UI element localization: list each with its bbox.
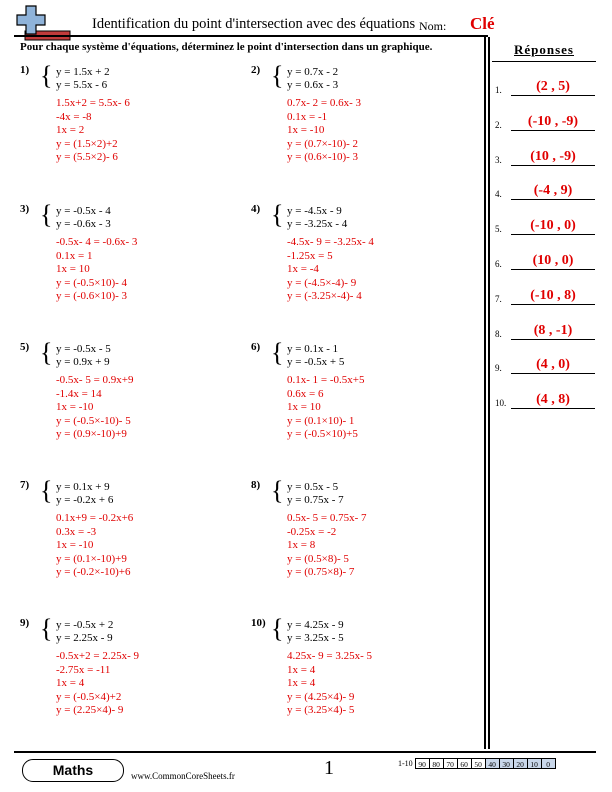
footer-divider xyxy=(14,751,596,753)
answer-number: 10. xyxy=(495,398,507,409)
system-brace: { xyxy=(271,476,284,505)
problem-number: 8) xyxy=(251,479,261,491)
answer-value: (-10 , 0) xyxy=(530,218,576,234)
answer-number: 7. xyxy=(495,293,502,304)
header-divider xyxy=(14,35,488,37)
system-brace: { xyxy=(40,614,53,643)
answer-value: (10 , 0) xyxy=(532,253,574,268)
equation-2: y = -0.5x + 5 xyxy=(287,356,345,368)
solution-step: y = (-0.5×4)+2 xyxy=(56,690,122,703)
answer-item xyxy=(495,72,595,96)
solution-step: y = (-0.5×10)- 4 xyxy=(56,276,128,289)
equation-2: y = 3.25x - 5 xyxy=(287,632,344,644)
answer-value: (10 , -9) xyxy=(530,148,576,164)
solution-step: 1x = 8 xyxy=(287,539,316,551)
solution-step: y = (-0.2×-10)+6 xyxy=(56,566,131,578)
system-brace: { xyxy=(271,61,284,90)
answer-item xyxy=(495,211,595,235)
system-brace: { xyxy=(271,338,284,367)
problem-number: 10) xyxy=(251,617,266,629)
solution-step: 4.25x- 9 = 3.25x- 5 xyxy=(287,650,373,662)
problem-1 xyxy=(20,61,250,194)
answer-number: 5. xyxy=(495,224,502,235)
score-cell: 20 xyxy=(513,758,528,769)
answer-value: (2 , 5) xyxy=(536,79,570,94)
answer-value: (4 , 0) xyxy=(536,357,570,373)
problem-number: 7) xyxy=(20,479,30,491)
solution-step: y = (3.25×4)- 5 xyxy=(287,704,355,716)
problem-number: 1) xyxy=(20,64,30,76)
answer-number: 1. xyxy=(495,85,502,95)
equation-2: y = -0.2x + 6 xyxy=(56,494,114,506)
page-number: 1 xyxy=(324,757,334,779)
solution-step: y = (0.7×-10)- 2 xyxy=(287,137,359,150)
answer-line xyxy=(511,165,595,166)
answer-item xyxy=(495,107,595,131)
solution-step: y = (-0.5×-10)- 5 xyxy=(56,414,131,427)
problem-number: 6) xyxy=(251,341,261,353)
answer-line xyxy=(511,373,595,374)
equation-2: y = -0.6x - 3 xyxy=(56,218,111,230)
answer-item xyxy=(495,176,595,200)
equation-2: y = -3.25x - 4 xyxy=(287,218,348,230)
system-brace: { xyxy=(271,200,284,229)
solution-step: y = (-3.25×-4)- 4 xyxy=(287,290,362,302)
solution-step: 1x = 10 xyxy=(287,401,321,413)
score-cell: 40 xyxy=(485,758,500,769)
solution-step: y = (0.5×8)- 5 xyxy=(287,552,349,565)
solution-step: -0.5x- 4 = -0.6x- 3 xyxy=(56,236,138,248)
solution-step: y = (0.9×-10)+9 xyxy=(56,428,127,440)
solution-step: 1x = 4 xyxy=(287,663,316,676)
equation-1: y = 1.5x + 2 xyxy=(56,66,110,78)
equation-1: y = 0.7x - 2 xyxy=(287,66,339,78)
system-brace: { xyxy=(40,61,53,90)
solution-step: y = (-0.6×10)- 3 xyxy=(56,290,128,302)
solution-step: 1x = 4 xyxy=(287,677,316,689)
problem-number: 2) xyxy=(251,64,261,76)
solution-step: 0.1x+9 = -0.2x+6 xyxy=(56,512,134,524)
solution-step: 1x = 2 xyxy=(56,124,85,136)
answer-line xyxy=(511,95,595,96)
answer-item xyxy=(495,142,595,166)
website-link[interactable]: www.CommonCoreSheets.fr xyxy=(131,771,235,781)
answers-title-divider xyxy=(492,61,596,62)
solution-step: -4.5x- 9 = -3.25x- 4 xyxy=(287,236,374,248)
system-brace: { xyxy=(271,614,284,643)
problem-4 xyxy=(251,200,481,333)
answer-line xyxy=(511,130,595,131)
answer-line xyxy=(511,304,595,305)
answer-number: 4. xyxy=(495,189,502,200)
solution-step: 1x = 4 xyxy=(56,677,85,689)
solution-step: 1x = -4 xyxy=(287,263,319,275)
answer-number: 9. xyxy=(495,363,502,374)
answer-value: (-10 , -9) xyxy=(527,113,579,129)
answer-line xyxy=(511,339,595,340)
score-cell: 10 xyxy=(527,758,542,769)
solution-step: 1.5x+2 = 5.5x- 6 xyxy=(56,97,130,109)
solution-step: 0.1x = -1 xyxy=(287,110,328,123)
solution-step: -1.4x = 14 xyxy=(56,387,102,400)
solution-step: y = (-0.5×10)+5 xyxy=(287,428,358,440)
answer-line xyxy=(511,408,595,409)
equation-2: y = 5.5x - 6 xyxy=(56,79,108,91)
solution-step: 1x = -10 xyxy=(287,124,325,136)
worksheet-title: Identification du point d'intersection avec des équations xyxy=(92,16,416,32)
solution-step: -0.25x = -2 xyxy=(287,525,337,538)
solution-step: y = (5.5×2)- 6 xyxy=(56,151,118,163)
instructions: Pour chaque système d'équations, déterminez le point d'intersection dans un graphique. xyxy=(20,41,433,53)
equation-1: y = 0.5x - 5 xyxy=(287,481,339,493)
solution-step: y = (2.25×4)- 9 xyxy=(56,704,124,716)
answer-item xyxy=(495,246,595,270)
solution-step: y = (0.1×-10)+9 xyxy=(56,552,127,565)
answer-item xyxy=(495,385,595,409)
answer-line xyxy=(511,269,595,270)
equation-2: y = 0.6x - 3 xyxy=(287,79,339,91)
equation-2: y = 0.75x - 7 xyxy=(287,494,344,506)
solution-step: 1x = 10 xyxy=(56,263,90,275)
solution-step: 0.6x = 6 xyxy=(287,387,324,400)
equation-1: y = 0.1x - 1 xyxy=(287,343,339,355)
problem-3 xyxy=(20,200,250,333)
equation-2: y = 2.25x - 9 xyxy=(56,632,113,644)
problem-9 xyxy=(20,614,250,747)
answer-value: (8 , -1) xyxy=(533,322,573,338)
equation-1: y = 0.1x + 9 xyxy=(56,481,110,493)
answer-column-divider xyxy=(484,37,486,749)
equation-1: y = -0.5x - 4 xyxy=(56,205,111,217)
solution-step: 0.3x = -3 xyxy=(56,525,97,538)
score-cell: 70 xyxy=(443,758,458,769)
score-cell: 30 xyxy=(499,758,514,769)
solution-step: y = (0.6×-10)- 3 xyxy=(287,151,359,163)
solution-step: -0.5x- 5 = 0.9x+9 xyxy=(56,374,134,386)
solution-step: 0.7x- 2 = 0.6x- 3 xyxy=(287,97,362,109)
answer-number: 2. xyxy=(495,119,502,130)
name-label: Nom: xyxy=(419,19,447,33)
solution-step: -2.75x = -11 xyxy=(56,663,111,676)
answer-item xyxy=(495,281,595,305)
score-cell: 80 xyxy=(429,758,444,769)
solution-step: y = (4.25×4)- 9 xyxy=(287,690,355,703)
problem-10 xyxy=(251,614,481,747)
problem-number: 3) xyxy=(20,203,30,215)
solution-step: -4x = -8 xyxy=(56,110,92,123)
equation-1: y = -0.5x - 5 xyxy=(56,343,111,355)
solution-step: 1x = -10 xyxy=(56,401,94,413)
equation-2: y = 0.9x + 9 xyxy=(56,356,110,368)
solution-step: 0.1x- 1 = -0.5x+5 xyxy=(287,374,365,386)
score-cell: 50 xyxy=(471,758,486,769)
problem-6 xyxy=(251,338,481,471)
equation-1: y = -0.5x + 2 xyxy=(56,619,114,631)
equation-1: y = 4.25x - 9 xyxy=(287,619,344,631)
answer-number: 3. xyxy=(495,154,502,165)
answer-number: 8. xyxy=(495,328,502,339)
system-brace: { xyxy=(40,476,53,505)
solution-step: 0.5x- 5 = 0.75x- 7 xyxy=(287,512,367,524)
problem-5 xyxy=(20,338,250,471)
system-brace: { xyxy=(40,338,53,367)
system-brace: { xyxy=(40,200,53,229)
equation-1: y = -4.5x - 9 xyxy=(287,205,342,217)
solution-step: -0.5x+2 = 2.25x- 9 xyxy=(56,650,139,662)
answer-column-divider xyxy=(488,37,490,749)
problem-2 xyxy=(251,61,481,194)
score-range-label: 1-10 xyxy=(398,759,413,768)
solution-step: y = (0.1×10)- 1 xyxy=(287,414,355,427)
problem-7 xyxy=(20,476,250,609)
solution-step: 1x = -10 xyxy=(56,539,94,551)
answer-value: (-10 , 8) xyxy=(530,287,576,303)
answer-key-label: Clé xyxy=(470,14,495,33)
problem-number: 9) xyxy=(20,617,30,629)
answer-value: (-4 , 9) xyxy=(533,183,573,199)
solution-step: y = (-4.5×-4)- 9 xyxy=(287,276,357,289)
answer-item xyxy=(495,316,595,340)
solution-step: 0.1x = 1 xyxy=(56,249,93,262)
problem-8 xyxy=(251,476,481,609)
answer-item xyxy=(495,350,595,374)
score-cell: 0 xyxy=(541,758,556,769)
score-cell: 90 xyxy=(415,758,430,769)
problem-number: 5) xyxy=(20,341,30,353)
score-table xyxy=(398,758,556,769)
answer-line xyxy=(511,199,595,200)
solution-step: y = (1.5×2)+2 xyxy=(56,137,118,150)
answers-title: Réponses xyxy=(513,42,574,57)
solution-step: y = (0.75×8)- 7 xyxy=(287,566,355,578)
answer-value: (4 , 8) xyxy=(536,392,570,408)
problem-number: 4) xyxy=(251,203,261,215)
answer-line xyxy=(511,234,595,235)
answer-number: 6. xyxy=(495,259,502,269)
score-cell: 60 xyxy=(457,758,472,769)
subject-badge: Maths xyxy=(22,759,124,782)
solution-step: -1.25x = 5 xyxy=(287,249,333,262)
